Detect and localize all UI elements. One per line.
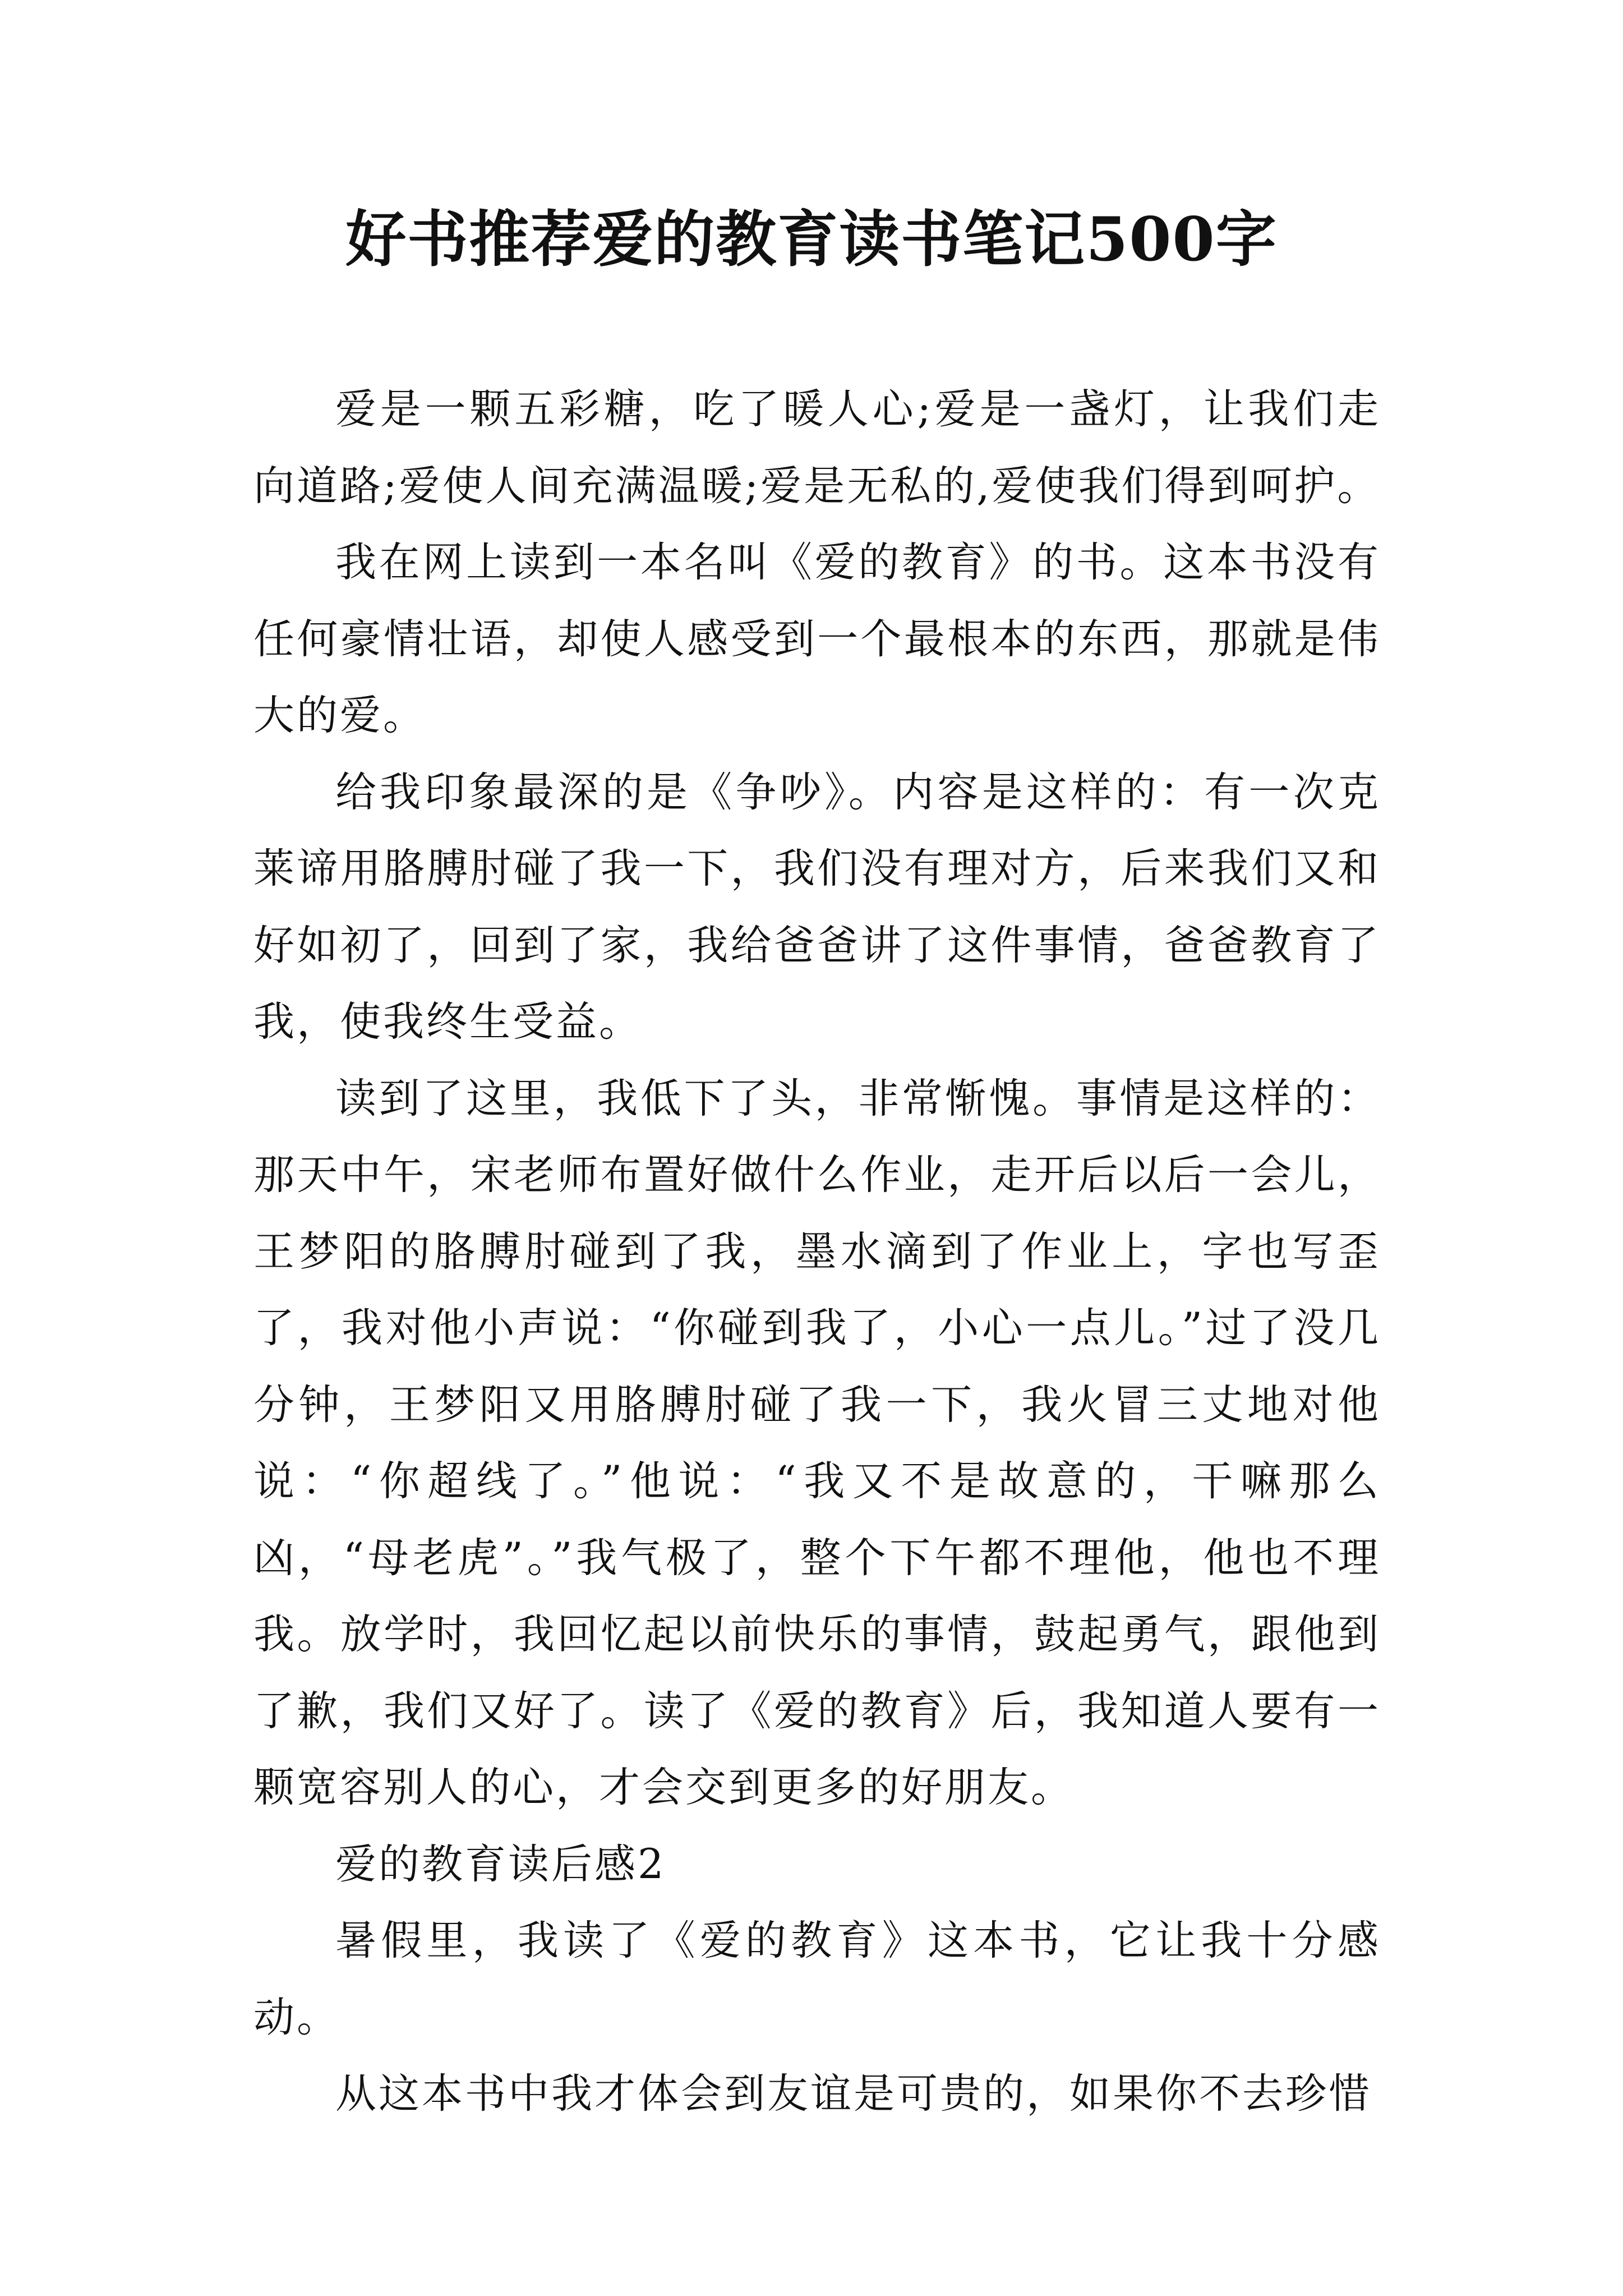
section-heading: 爱的教育读后感2	[335, 1840, 666, 1888]
paragraph: 暑假里，我读了《爱的教育》这本书，它让我十分感动。	[253, 1917, 1381, 2041]
paragraph: 从这本书中我才体会到友谊是可贵的，如果你不去珍惜	[335, 2070, 1372, 2118]
document-body	[253, 371, 1381, 2133]
paragraph: 给我印象最深的是《争吵》。内容是这样的：有一次克莱谛用胳膊肘碰了我一下，我们没有理对方，后来我们又和好如初了，回到了家，我给爸爸讲了这件事情，爸爸教育了我，使我终生受益。	[253, 768, 1381, 1046]
paragraph: 爱是一颗五彩糖，吃了暖人心;爱是一盏灯，让我们走向道路;爱使人间充满温暖;爱是无私的,爱使我们得到呵护。	[253, 385, 1381, 510]
paragraph: 读到了这里，我低下了头，非常惭愧。事情是这样的：那天中午，宋老师布置好做什么作业，走开后以后一会儿，王梦阳的胳膊肘碰到了我，墨水滴到了作业上，字也写歪了，我对他小声说：“你碰到我了，小心一点儿。”过了没几分钟，王梦阳又用胳膊肘碰了我一下，我火冒三丈地对他说：“你超线了。”他说：“我又不是故意的，干嘛那么凶，“母老虎”。”我气极了，整个下午都不理他，他也不理我。放学时，我回忆起以前快乐的事情，鼓起勇气，跟他到了歉，我们又好了。读了《爱的教育》后，我知道人要有一颗宽容别人的心，才会交到更多的好朋友。	[253, 1074, 1381, 1811]
document-title: 好书推荐爱的教育读书笔记500字	[345, 204, 1278, 275]
paragraph: 我在网上读到一本名叫《爱的教育》的书。这本书没有任何豪情壮语，却使人感受到一个最根本的东西，那就是伟大的爱。	[253, 539, 1381, 739]
